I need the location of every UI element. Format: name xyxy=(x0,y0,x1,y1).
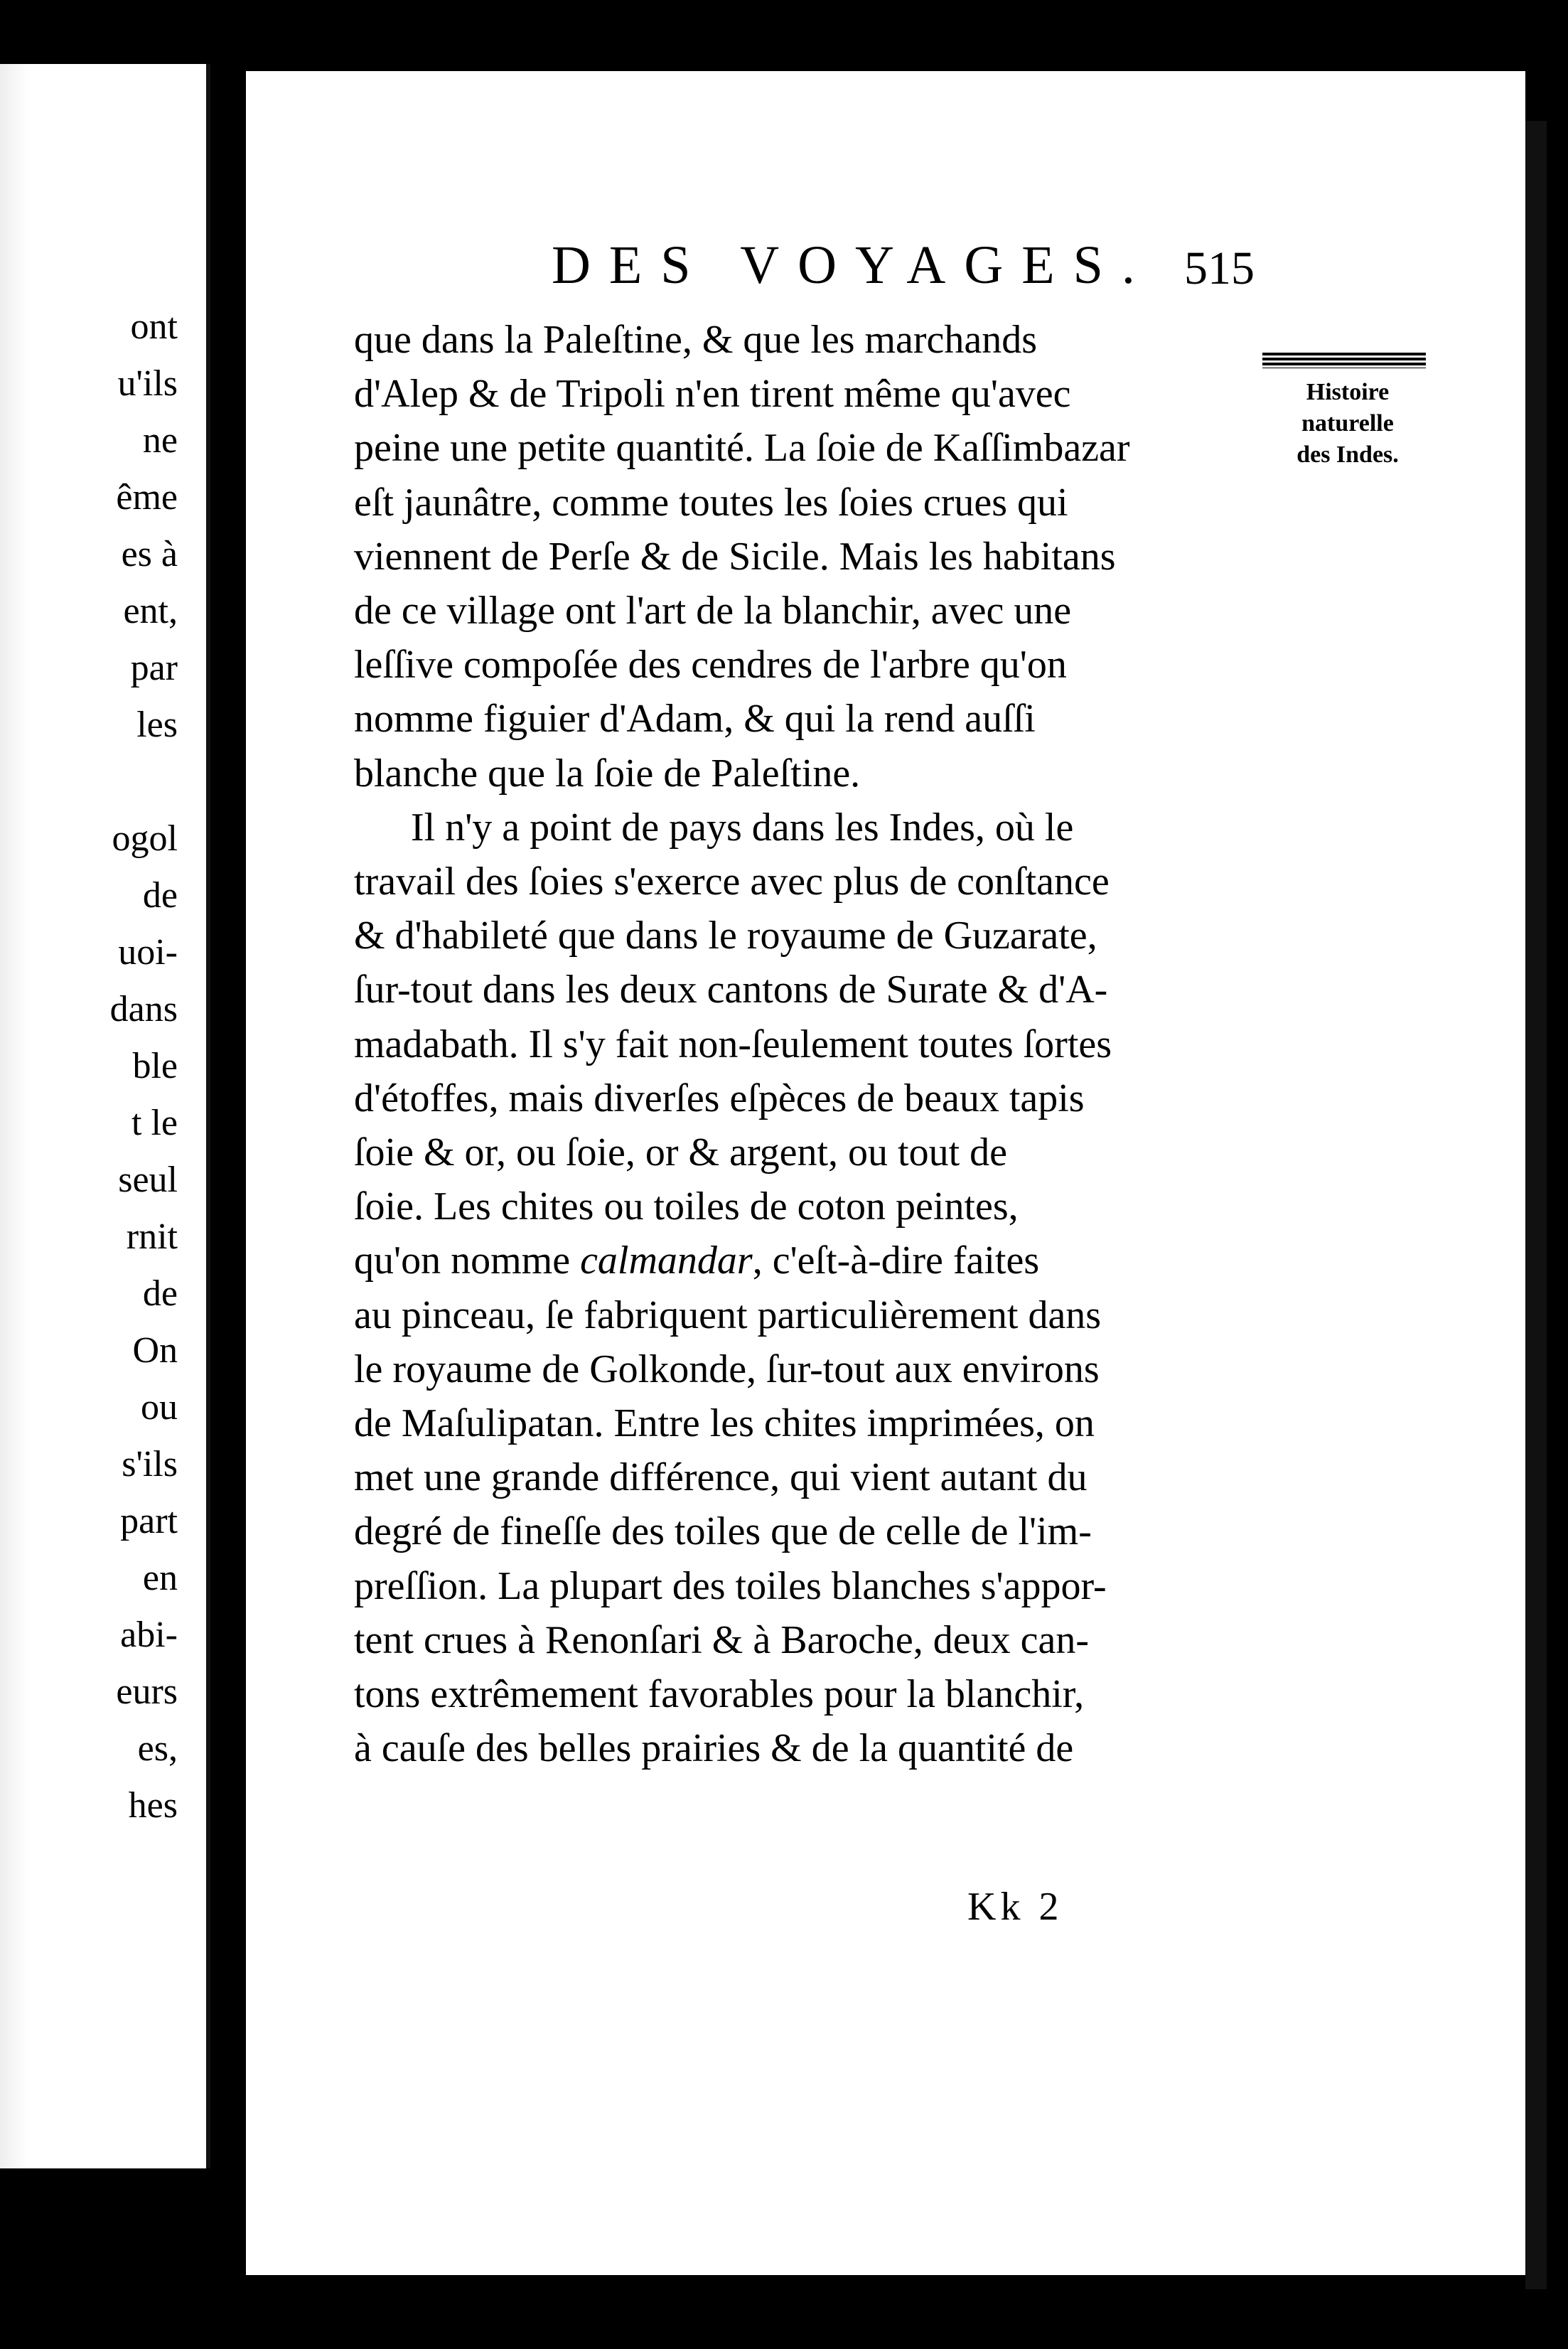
text-line: Il n'y a point de pays dans les Indes, où le xyxy=(411,805,1074,850)
text-line: & d'habileté que dans le royaume de Guzarate, xyxy=(354,914,1097,958)
text-line: nomme figuier d'Adam, & qui la rend auſſi xyxy=(354,697,1036,742)
text-line: leſſive compoſée des cendres de l'arbre qu'on xyxy=(354,643,1067,687)
left-fragment: abi- xyxy=(120,1615,178,1655)
left-fragment: s'ils xyxy=(122,1444,178,1484)
left-fragment: ême xyxy=(116,477,178,518)
text-line: met une grande différence, qui vient autant du xyxy=(354,1455,1088,1500)
text-line: travail des ſoies s'exerce avec plus de conſtance xyxy=(354,860,1110,904)
sidenote-line: naturelle xyxy=(1301,410,1394,437)
left-fragment: ogol xyxy=(112,818,178,859)
left-fragment: par xyxy=(130,648,178,688)
text-line: ſoie. Les chites ou toiles de coton peintes, xyxy=(354,1184,1019,1229)
sidenote-line: des Indes. xyxy=(1296,442,1399,468)
left-fragment: rnit xyxy=(126,1216,178,1257)
left-fragment: ne xyxy=(142,420,178,461)
text-line: madabath. Il s'y fait non-ſeulement toutes ſortes xyxy=(354,1022,1112,1066)
left-fragment: les xyxy=(136,705,178,745)
text-line: viennent de Perſe & de Sicile. Mais les habitans xyxy=(354,534,1116,579)
italic-term: calmandar xyxy=(580,1238,753,1283)
left-fragment: de xyxy=(142,1273,178,1314)
text-line: que dans la Paleſtine, & que les marchands xyxy=(354,318,1038,362)
text-line-with-italic xyxy=(354,1234,1491,1288)
text-line: eſt jaunâtre, comme toutes les ſoies crues qui xyxy=(354,480,1068,525)
left-fragment: de xyxy=(142,875,178,916)
left-fragment: dans xyxy=(109,989,178,1029)
left-fragment: u'ils xyxy=(117,363,178,404)
body-text xyxy=(354,313,1491,1775)
text-line: le royaume de Golkonde, ſur-tout aux environs xyxy=(354,1347,1100,1391)
left-fragment: seul xyxy=(118,1160,178,1200)
text-line: de Maſulipatan. Entre les chites imprimées, on xyxy=(354,1401,1095,1446)
left-fragment: eurs xyxy=(116,1671,178,1712)
text-segment: qu'on nomme xyxy=(354,1238,571,1283)
text-line: d'Alep & de Tripoli n'en tirent même qu'avec xyxy=(354,372,1071,417)
text-line: ſur-tout dans les deux cantons de Surate & d'A- xyxy=(354,968,1108,1012)
left-fragment: On xyxy=(132,1330,178,1371)
page-header xyxy=(246,228,1326,306)
left-fragment: part xyxy=(120,1501,178,1541)
sidenote-line: Histoire xyxy=(1306,379,1390,405)
left-page-shadow xyxy=(0,64,28,2168)
text-line: blanche que la ſoie de Paleſtine. xyxy=(354,751,861,796)
left-fragment: uoi- xyxy=(118,932,178,973)
text-line: tons extrêmement favorables pour la blanchir, xyxy=(354,1672,1085,1717)
text-line: ſoie & or, ou ſoie, or & argent, ou tout de xyxy=(354,1130,1007,1175)
left-fragment: hes xyxy=(128,1785,178,1826)
page-number: 515 xyxy=(1184,242,1255,294)
text-line: de ce village ont l'art de la blanchir, avec une xyxy=(354,589,1072,633)
running-title: DES VOYAGES. xyxy=(552,235,1154,295)
left-fragment: t le xyxy=(131,1103,178,1143)
left-fragment: ont xyxy=(130,306,178,347)
signature-mark: Kk 2 xyxy=(967,1885,1063,1929)
text-line: à cauſe des belles prairies & de la quantité de xyxy=(354,1726,1074,1771)
left-fragment: ou xyxy=(141,1387,178,1428)
left-fragment-gap xyxy=(110,754,178,810)
page-edge-shadow xyxy=(1525,121,1547,2289)
right-page xyxy=(246,71,1525,2275)
text-line: d'étoffes, mais diverſes eſpèces de beaux tapis xyxy=(354,1076,1085,1120)
left-fragment: es, xyxy=(137,1728,178,1769)
left-fragment: ent, xyxy=(123,591,178,631)
book-gutter xyxy=(210,0,246,2349)
left-fragment: es à xyxy=(121,534,178,574)
text-line: degré de fineſſe des toiles que de celle de l'im- xyxy=(354,1509,1092,1554)
left-page-text-fragments xyxy=(110,299,178,1834)
paragraph xyxy=(354,801,1491,1776)
left-page xyxy=(0,64,210,2168)
paragraph xyxy=(354,313,1491,801)
left-fragment: ble xyxy=(132,1046,178,1086)
text-line: peine une petite quantité. La ſoie de Kaſſimbazar xyxy=(354,426,1130,471)
text-line: au pinceau, ſe fabriquent particulièrement dans xyxy=(354,1293,1102,1337)
left-fragment: en xyxy=(142,1558,178,1598)
text-segment: , c'eſt-à-dire faites xyxy=(752,1238,1040,1283)
text-line: tent crues à Renonſari & à Baroche, deux can- xyxy=(354,1617,1090,1662)
text-line: preſſion. La plupart des toiles blanches s'appor- xyxy=(354,1563,1107,1608)
